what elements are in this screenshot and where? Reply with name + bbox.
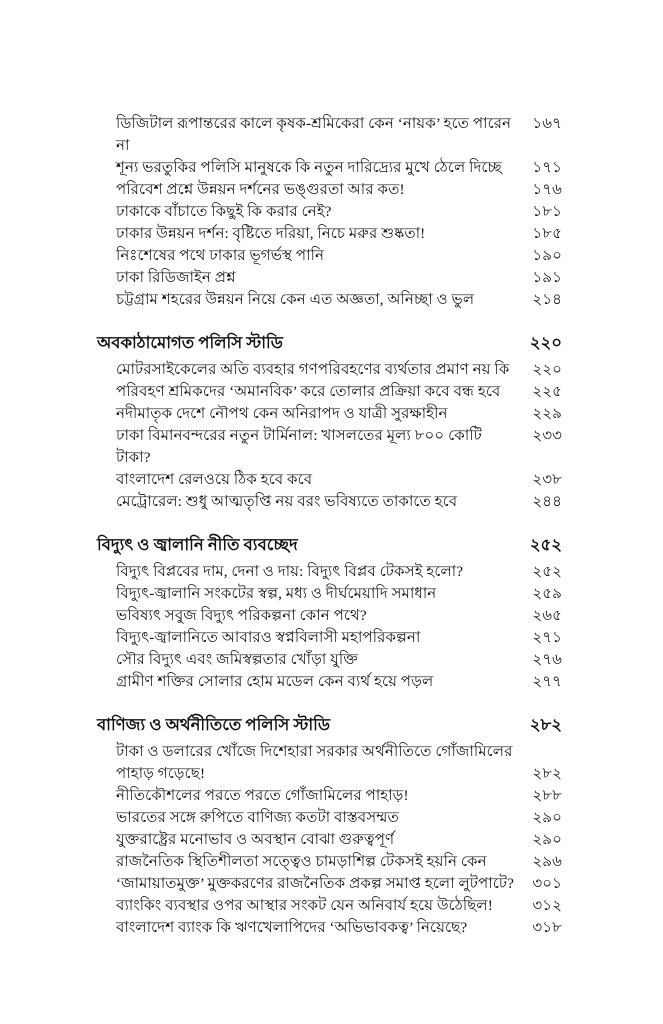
toc-entry-title: ভারতের সঙ্গে রুপিতে বাণিজ্য কতটা বাস্তবসম্মত (116, 809, 399, 826)
toc-entry[interactable] (97, 561, 562, 583)
toc-entry-page-number: ২৩৮ (532, 471, 562, 488)
toc-section-heading-page-number: ২৮২ (529, 715, 562, 734)
toc-entry-page-number: ১৯১ (532, 269, 562, 286)
toc-entry[interactable] (97, 627, 562, 649)
toc-entry-title: ঢাকাকে বাঁচাতে কিছুই কি করার নেই? (116, 203, 332, 220)
toc-entry-page-number: ১৬৭ (532, 115, 562, 132)
toc-entry-title: নীতিকৌশলের পরতে পরতে গোঁজামিলের পাহাড়! (116, 787, 409, 804)
toc-entry[interactable] (97, 157, 562, 179)
toc-entry-page-number: ১৯০ (532, 247, 562, 264)
toc-entry-page-number: ২৪৪ (532, 493, 562, 510)
toc-entry[interactable] (97, 491, 562, 513)
toc-entry-title: শূন্য ভরতুকির পলিসি মানুষকে কি নতুন দারিদ্র্যের মুখে ঠেলে দিচ্ছে (116, 159, 502, 176)
toc-entry-page-number: ১৮১ (532, 203, 562, 220)
toc-entry-title: ভবিষ্যৎ সবুজ বিদ্যুৎ পরিকল্পনা কোন পথে? (116, 607, 367, 624)
toc-entry-page-number: ২৯০ (532, 831, 562, 848)
toc-entry-page-number: ২৮৮ (532, 787, 562, 804)
toc-entry[interactable] (97, 785, 562, 807)
toc-section (97, 534, 562, 693)
toc-entry-page-number: ২৬৫ (532, 607, 562, 624)
toc-entry[interactable] (97, 851, 562, 873)
toc-entry-page-number: ২৫২ (532, 563, 562, 580)
toc-entry-title: বিদ্যুৎ-জ্বালানিতে আবারও স্বপ্নবিলাসী মহাপরিকল্পনা (116, 629, 421, 646)
toc-entry[interactable] (97, 179, 562, 201)
toc-entry[interactable] (97, 605, 562, 627)
toc-entry-title: সৌর বিদ্যুৎ এবং জমিস্বল্পতার খোঁড়া যুক্তি (116, 651, 358, 668)
toc-entry[interactable] (97, 895, 562, 917)
toc-entry-title: বিদ্যুৎ বিপ্লবের দাম, দেনা ও দায়: বিদ্যুৎ বিপ্লব টেকসই হলো? (116, 563, 463, 580)
toc-section (97, 714, 562, 939)
toc-section-heading-title: বাণিজ্য ও অর্থনীতিতে পলিসি স্টাডি (97, 715, 330, 734)
toc-entry-title: মেট্রোরেল: শুধু আত্মতৃপ্তি নয় বরং ভবিষ্যতে তাকাতে হবে (116, 493, 458, 510)
toc-entry-page-number: ২৭৭ (532, 673, 562, 690)
toc-entry-page-number: ২৩৩ (532, 427, 562, 444)
toc-entry[interactable] (97, 245, 562, 267)
toc-entry-title: নদীমাতৃক দেশে নৌপথ কেন অনিরাপদ ও যাত্রী সুরক্ষাহীন (116, 405, 448, 422)
toc-entry-title: ডিজিটাল রূপান্তরের কালে কৃষক-শ্রমিকেরা কেন ‘নায়ক’ হতে পারেন না (116, 115, 512, 154)
toc-entry-title: বিদ্যুৎ-জ্বালানি সংকটের স্বল্প, মধ্য ও দীর্ঘমেয়াদি সমাধান (116, 585, 437, 602)
toc-entry-page-number: ১৭৬ (532, 181, 562, 198)
toc-entry[interactable] (97, 671, 562, 693)
toc-entry-title: নিঃশেষের পথে ঢাকার ভূগর্ভস্থ পানি (116, 247, 325, 264)
toc-entry-page-number: ২৯০ (532, 809, 562, 826)
toc-entry-title: ঢাকা রিডিজাইন প্রশ্ন (116, 269, 236, 286)
toc-entry-page-number: ৩১৮ (532, 919, 562, 936)
toc-entry-title: চট্টগ্রাম শহরের উন্নয়ন নিয়ে কেন এত অজ্ঞতা, অনিচ্ছা ও ভুল (116, 291, 475, 308)
table-of-contents (97, 113, 562, 939)
toc-entry-page-number: ৩০১ (532, 875, 562, 892)
toc-entry-title: পরিবহণ শ্রমিকদের ‘অমানবিক’ করে তোলার প্রক্রিয়া কবে বন্ধ হবে (116, 383, 501, 400)
toc-entry-page-number: ২৯৬ (532, 853, 562, 870)
toc-entry[interactable] (97, 649, 562, 671)
toc-entry-page-number: ২৭১ (532, 629, 562, 646)
toc-entry-title: যুক্তরাষ্ট্রের মনোভাব ও অবস্থান বোঝা গুরুত্বপূর্ণ (116, 831, 395, 848)
toc-entry-title: ‘জামায়াতমুক্ত’ মুক্তকরণের রাজনৈতিক প্রকল্প সমাপ্ত হলো লুটপাটে? (116, 875, 514, 892)
toc-section-heading[interactable] (97, 714, 562, 736)
toc-entry[interactable] (97, 873, 562, 895)
toc-section-heading-title: বিদ্যুৎ ও জ্বালানি নীতি ব্যবচ্ছেদ (97, 535, 298, 554)
toc-entry-page-number: ২১৪ (532, 291, 562, 308)
toc-entry[interactable] (97, 201, 562, 223)
toc-section-heading-page-number: ২৫২ (529, 535, 562, 554)
toc-entry-title: পরিবেশ প্রশ্নে উন্নয়ন দর্শনের ভঙ্গুরতা আর কত! (116, 181, 405, 198)
toc-entry-page-number: ২২৯ (532, 405, 562, 422)
toc-entry[interactable] (97, 267, 562, 289)
toc-section-heading-title: অবকাঠামোগত পলিসি স্টাডি (97, 333, 283, 352)
toc-entry-page-number: ২২০ (532, 361, 562, 378)
toc-entry-title: মোটরসাইকেলের অতি ব্যবহার গণপরিবহণের ব্যর্থতার প্রমাণ নয় কি (116, 361, 510, 378)
toc-entry-page-number: ২২৫ (532, 383, 562, 400)
toc-entry[interactable] (97, 381, 562, 403)
toc-entry[interactable] (97, 469, 562, 491)
toc-section-heading[interactable] (97, 332, 562, 354)
toc-entry-title-continuation: পাহাড় গড়েছে! (116, 765, 205, 782)
toc-entry-title: বাংলাদেশ রেলওয়ে ঠিক হবে কবে (116, 471, 313, 488)
toc-entry[interactable] (97, 917, 562, 939)
toc-entry[interactable] (97, 359, 562, 381)
toc-entry-title: ঢাকার উন্নয়ন দর্শন: বৃষ্টিতে দরিয়া, নিচে মরুর শুষ্কতা! (116, 225, 426, 242)
toc-section (97, 113, 562, 311)
toc-section (97, 332, 562, 513)
toc-entry[interactable] (97, 741, 562, 785)
toc-entry[interactable] (97, 403, 562, 425)
toc-entry-page-number: ১৮৫ (532, 225, 562, 242)
toc-entry-page-number: ২৮২ (532, 765, 562, 782)
toc-entry[interactable] (97, 289, 562, 311)
toc-entry[interactable] (97, 425, 562, 469)
toc-entry-page-number: ৩১২ (532, 897, 562, 914)
toc-entry[interactable] (97, 807, 562, 829)
toc-entry-title: গ্রামীণ শক্তির সোলার হোম মডেল কেন ব্যর্থ হয়ে পড়ল (116, 673, 434, 690)
toc-entry-title-continuation-row (116, 763, 562, 785)
toc-entry-title: ঢাকা বিমানবন্দরের নতুন টার্মিনাল: খাসলতের মূল্য ৮০০ কোটি টাকা? (116, 427, 482, 466)
toc-entry-title: রাজনৈতিক স্থিতিশীলতা সত্ত্বেও চামড়াশিল্প টেকসই হয়নি কেন (116, 853, 487, 870)
toc-section-heading-page-number: ২২০ (529, 333, 562, 352)
toc-entry[interactable] (97, 583, 562, 605)
toc-entry[interactable] (97, 113, 562, 157)
toc-entry[interactable] (97, 829, 562, 851)
toc-entry-page-number: ২৭৬ (532, 651, 562, 668)
toc-entry-page-number: ১৭১ (532, 159, 562, 176)
toc-entry-title: টাকা ও ডলারের খোঁজে দিশেহারা সরকার অর্থনীতিতে গোঁজামিলের (116, 743, 513, 760)
toc-entry[interactable] (97, 223, 562, 245)
toc-entry-title: ব্যাংকিং ব্যবস্থার ওপর আস্থার সংকট যেন অনিবার্য হয়ে উঠেছিল! (116, 897, 493, 914)
toc-section-heading[interactable] (97, 534, 562, 556)
toc-entry-page-number: ২৫৯ (532, 585, 562, 602)
toc-entry-title: বাংলাদেশ ব্যাংক কি ঋণখেলাপিদের ‘অভিভাবকত্ব’ নিয়েছে? (116, 919, 468, 936)
